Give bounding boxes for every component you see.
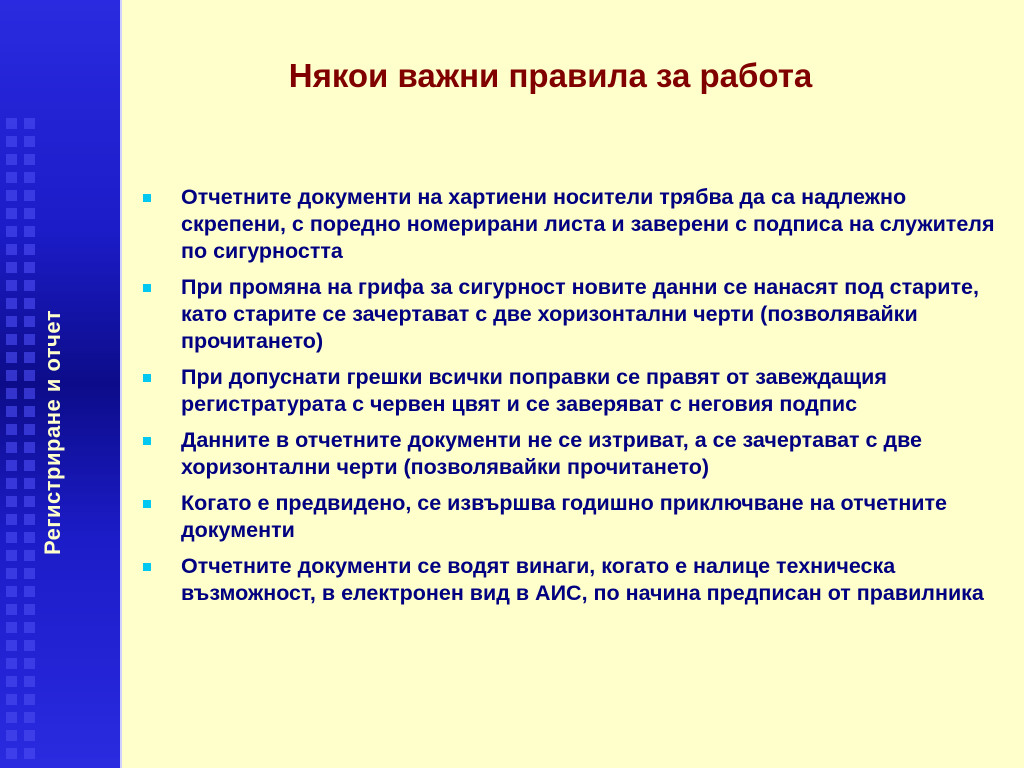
list-item <box>140 553 1000 607</box>
list-item <box>140 274 1000 355</box>
bullet-text: Данните в отчетните документи не се изтриват, а се зачертават с две хоризонтални черти (позволявайки прочитането) <box>181 428 922 479</box>
list-item <box>140 490 1000 544</box>
bullet-square-icon <box>143 437 151 445</box>
bullet-text: При допуснати грешки всички поправки се правят от завеждащия регистратурата с червен цвят и се заверяват с неговия подпис <box>181 365 887 416</box>
slide-title: Някои важни правила за работа <box>288 57 813 94</box>
list-item <box>140 427 1000 481</box>
bullet-text: При промяна на грифа за сигурност новите данни се нанасят под старите, като старите се зачертават с две хоризонтални черти (позволявайки прочитането) <box>181 275 979 353</box>
bullet-text: Отчетните документи се водят винаги, когато е налице техническа възможност, в електронен вид в АИС, по начина предписан от правилника <box>181 554 984 605</box>
sidebar-title: Регистриране и отчет <box>40 309 65 555</box>
bullet-square-icon <box>143 194 151 202</box>
sidebar-divider <box>120 0 122 768</box>
bullet-square-icon <box>143 284 151 292</box>
bullet-square-icon <box>143 374 151 382</box>
list-item <box>140 184 1000 265</box>
bullet-text: Отчетните документи на хартиени носители трябва да са надлежно скрепени, с поредно номерирани листа и заверени с подписа на служителя по сигурността <box>181 185 995 263</box>
bullet-text: Когато е предвидено, се извършва годишно приключване на отчетните документи <box>181 491 948 542</box>
sidebar <box>0 0 122 768</box>
list-item <box>140 364 1000 418</box>
bullet-list <box>140 184 1000 616</box>
bullet-square-icon <box>143 563 151 571</box>
bullet-square-icon <box>143 500 151 508</box>
decorative-squares <box>6 118 42 768</box>
